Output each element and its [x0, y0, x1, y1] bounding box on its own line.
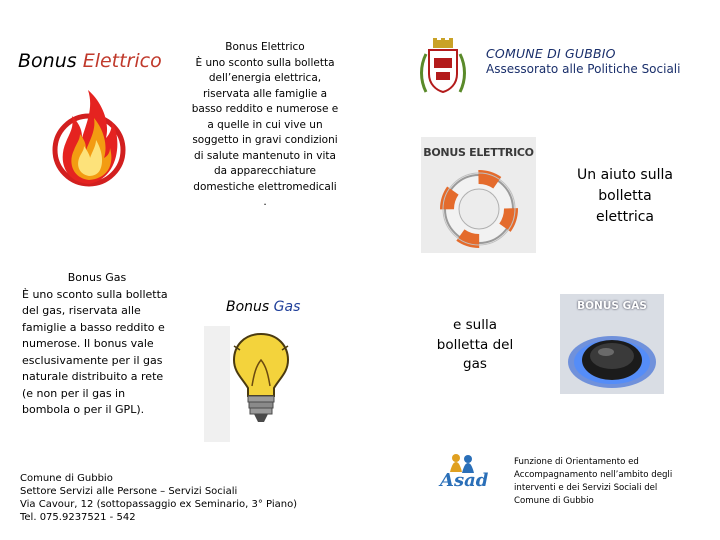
gas-text: e sulla bolletta del gas: [436, 317, 514, 372]
decorative-strip: [204, 326, 230, 442]
lightbulb-icon: [230, 330, 292, 428]
title-prefix: Bonus: [18, 50, 83, 72]
assessorato-name: Assessorato alle Politiche Sociali: [486, 62, 681, 76]
title-accent: Gas: [273, 299, 301, 315]
description-heading: Bonus Elettrico: [225, 41, 305, 53]
asad-logo: [436, 452, 492, 496]
description-heading: Bonus Gas: [67, 271, 127, 284]
title-prefix: Bonus: [226, 299, 274, 315]
coat-of-arms-icon: [418, 36, 468, 98]
address-line: Comune di Gubbio: [20, 473, 113, 484]
aiuto-text: Un aiuto sulla bolletta elettrica: [577, 167, 673, 225]
asad-logo-text: Asad: [440, 470, 489, 491]
bonus-elettrico-title: [18, 50, 162, 72]
bonus-elettrico-image: [421, 137, 536, 253]
fire-icon: [52, 86, 128, 188]
comune-name: COMUNE DI GUBBIO: [486, 46, 616, 61]
address-line: Tel. 075.9237521 - 542: [20, 512, 136, 523]
bonus-elettrico-description: [190, 40, 340, 211]
lifebuoy-icon: [437, 165, 521, 249]
address-line: Via Cavour, 12 (sottopassaggio ex Seminario, 3° Piano): [20, 499, 298, 510]
address-block: [20, 472, 320, 524]
bonus-gas-image: [560, 294, 664, 394]
bonus-gas-image-label: BONUS GAS: [577, 300, 647, 312]
asad-description: Funzione di Orientamento ed Accompagnamento nell’ambito degli interventi e dei Servizi Sociali del Comune di Gubbio: [514, 457, 673, 506]
bonus-gas-title: [226, 299, 300, 315]
address-line: Settore Servizi alle Persone – Servizi Sociali: [20, 486, 238, 497]
gas-burner-icon: [564, 316, 660, 394]
description-body: È uno sconto sulla bolletta del gas, riservata alle famiglie a basso reddito e numerose. Il bonus vale esclusivamente per il gas naturale distribuito a rete (e non per il gas in bombola o per il GPL).: [22, 287, 168, 416]
title-accent: Elettrico: [82, 50, 162, 72]
bonus-elettrico-image-label: BONUS ELETTRICO: [423, 146, 534, 159]
bonus-gas-description: [22, 270, 172, 419]
description-body: È uno sconto sulla bolletta dell’energia elettrica, riservata alle famiglie a basso reddito e numerose e a quelle in cui vive un soggetto in gravi condizioni di salute mantenuto in vita da apparecchiature domestiche elettromedicali .: [191, 56, 339, 208]
